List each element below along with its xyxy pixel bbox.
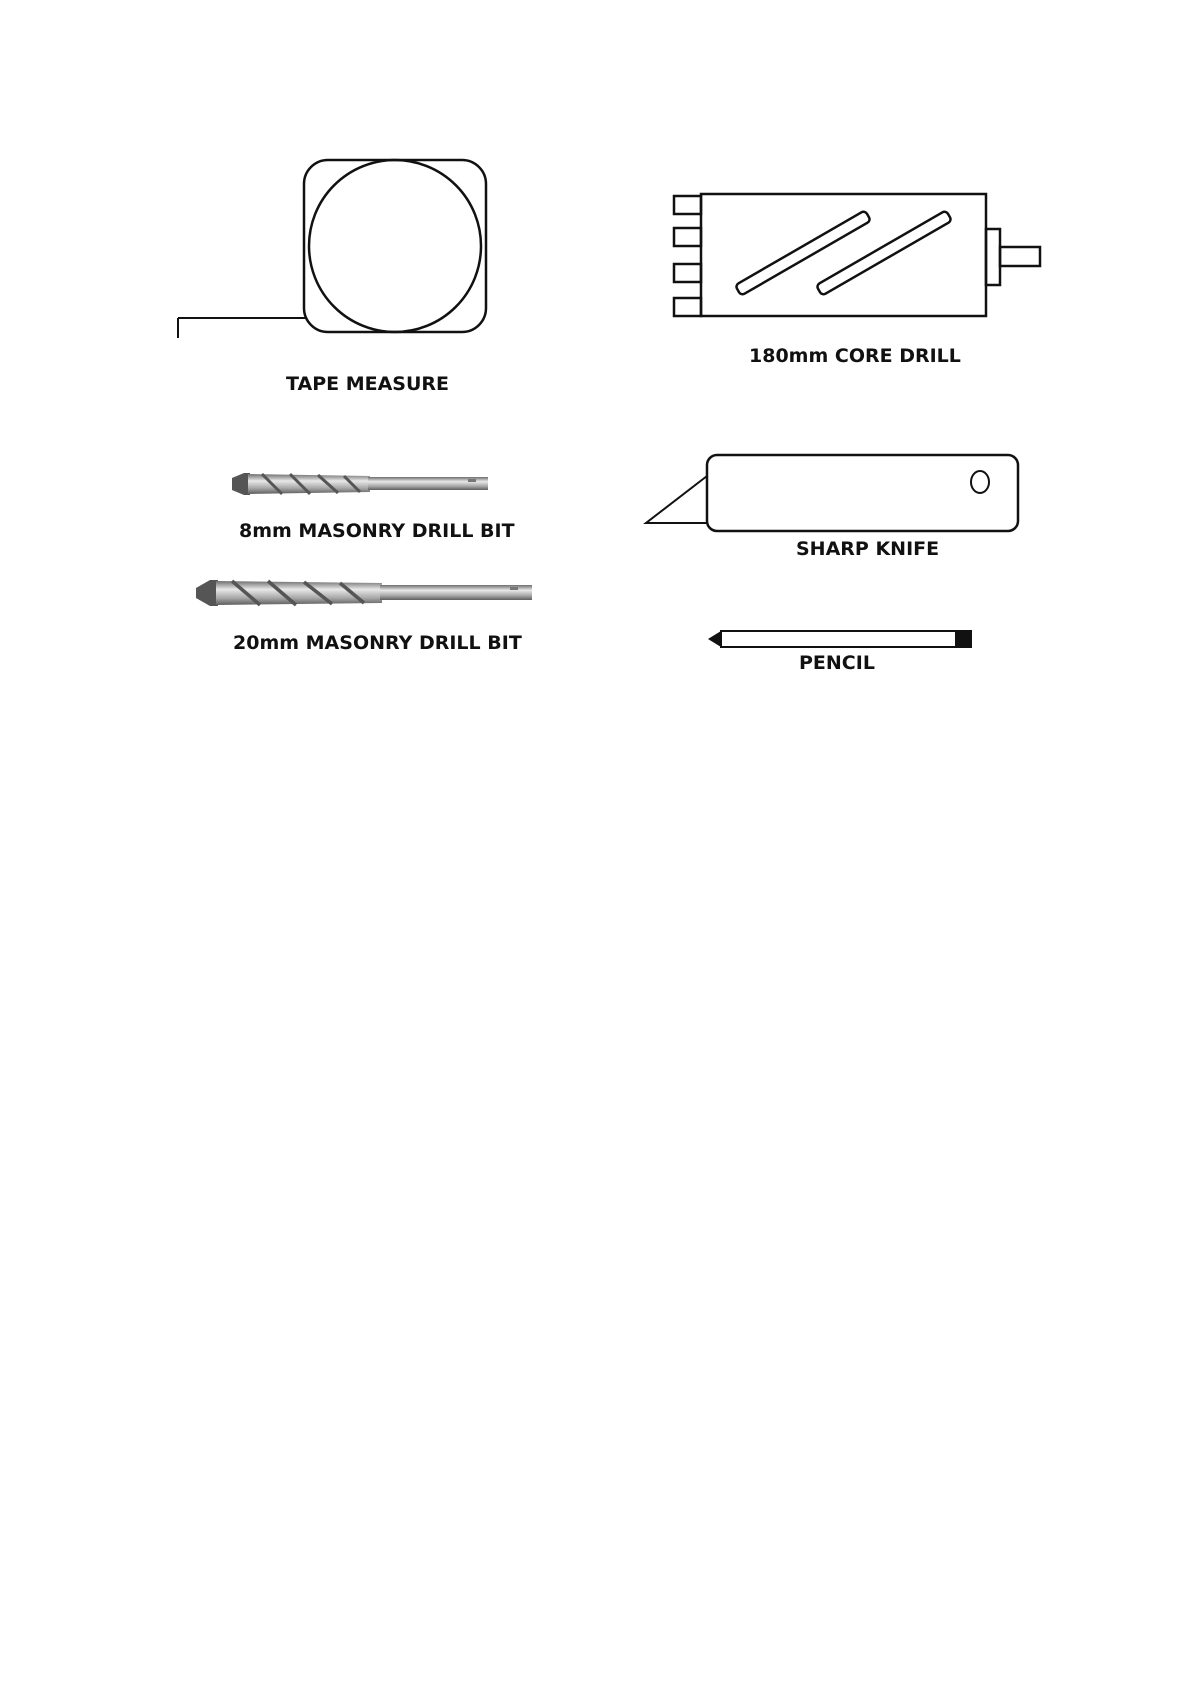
sharp-knife-label: SHARP KNIFE — [796, 538, 940, 560]
core-drill-label: 180mm CORE DRILL — [749, 345, 961, 367]
masonry-drill-bit-20mm-label: 20mm MASONRY DRILL BIT — [233, 632, 522, 654]
pencil-label: PENCIL — [799, 652, 875, 674]
masonry-drill-bit-8mm-label: 8mm MASONRY DRILL BIT — [239, 520, 515, 542]
pencil-icon — [0, 0, 1191, 700]
tape-measure-label: TAPE MEASURE — [286, 373, 450, 395]
